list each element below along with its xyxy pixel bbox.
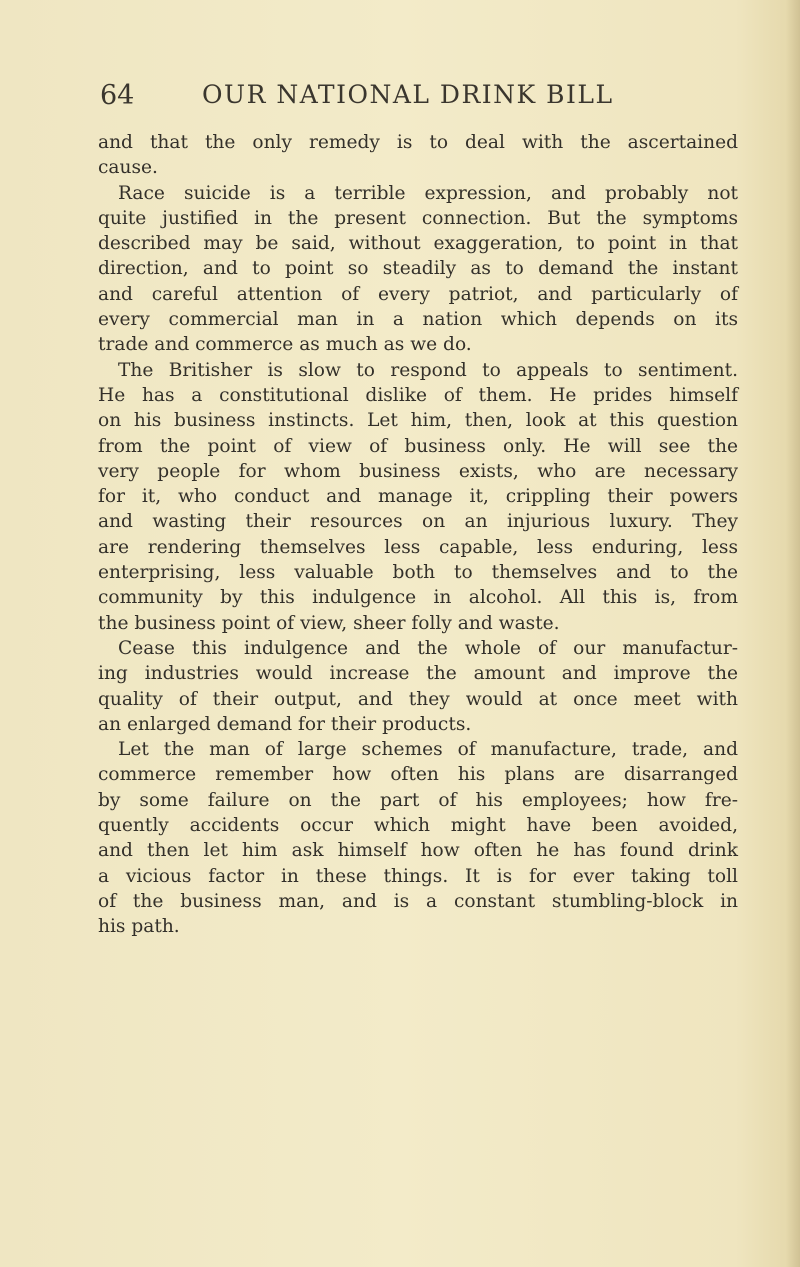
page-number: 64 (100, 80, 135, 111)
text-line: by some failure on the part of his employees; how fre- (98, 789, 738, 811)
page-header (100, 80, 740, 120)
text-line: Race suicide is a terrible expression, and probably not (118, 182, 738, 204)
text-line: cause. (98, 157, 158, 179)
text-line: quite justified in the present connection. But the symptoms (98, 207, 738, 229)
text-line: quality of their output, and they would at once meet with (98, 688, 738, 710)
text-line: very people for whom business exists, who are necessary (98, 460, 738, 482)
text-line: commerce remember how often his plans are disarranged (98, 764, 738, 786)
text-line: and careful attention of every patriot, and particularly of (98, 283, 738, 305)
text-line: his path. (98, 916, 180, 938)
text-line: a vicious factor in these things. It is for ever taking toll (98, 865, 738, 887)
text-line: of the business man, and is a constant stumbling-block in (98, 890, 738, 912)
text-line: Cease this indulgence and the whole of our manufactur- (118, 637, 738, 659)
text-line: for it, who conduct and manage it, crippling their powers (98, 486, 738, 508)
text-line: community by this indulgence in alcohol. All this is, from (98, 587, 738, 609)
text-line: described may be said, without exaggeration, to point in that (98, 233, 738, 255)
text-line: quently accidents occur which might have been avoided, (98, 815, 738, 837)
text-line: the business point of view, sheer folly and waste. (98, 612, 560, 634)
text-line: and wasting their resources on an injurious luxury. They (98, 511, 738, 533)
text-line: an enlarged demand for their products. (98, 713, 472, 735)
text-line: Let the man of large schemes of manufacture, trade, and (118, 739, 738, 761)
text-line: on his business instincts. Let him, then, look at this question (98, 410, 738, 432)
body-text (98, 130, 738, 940)
text-line: from the point of view of business only. He will see the (98, 435, 738, 457)
text-line: enterprising, less valuable both to themselves and to the (98, 562, 738, 584)
text-line: direction, and to point so steadily as to demand the instant (98, 258, 738, 280)
text-line: trade and commerce as much as we do. (98, 334, 472, 356)
text-line: He has a constitutional dislike of them. He prides himself (98, 384, 738, 406)
text-line: ing industries would increase the amount and improve the (98, 663, 738, 685)
text-line: are rendering themselves less capable, less enduring, less (98, 536, 738, 558)
text-line: every commercial man in a nation which depends on its (98, 309, 738, 331)
text-line: and then let him ask himself how often he has found drink (98, 840, 738, 862)
page-edge-shadow (786, 0, 800, 1267)
running-head: OUR NATIONAL DRINK BILL (202, 80, 614, 109)
text-line: The Britisher is slow to respond to appeals to sentiment. (118, 359, 738, 381)
text-line: and that the only remedy is to deal with the ascertained (98, 132, 738, 153)
